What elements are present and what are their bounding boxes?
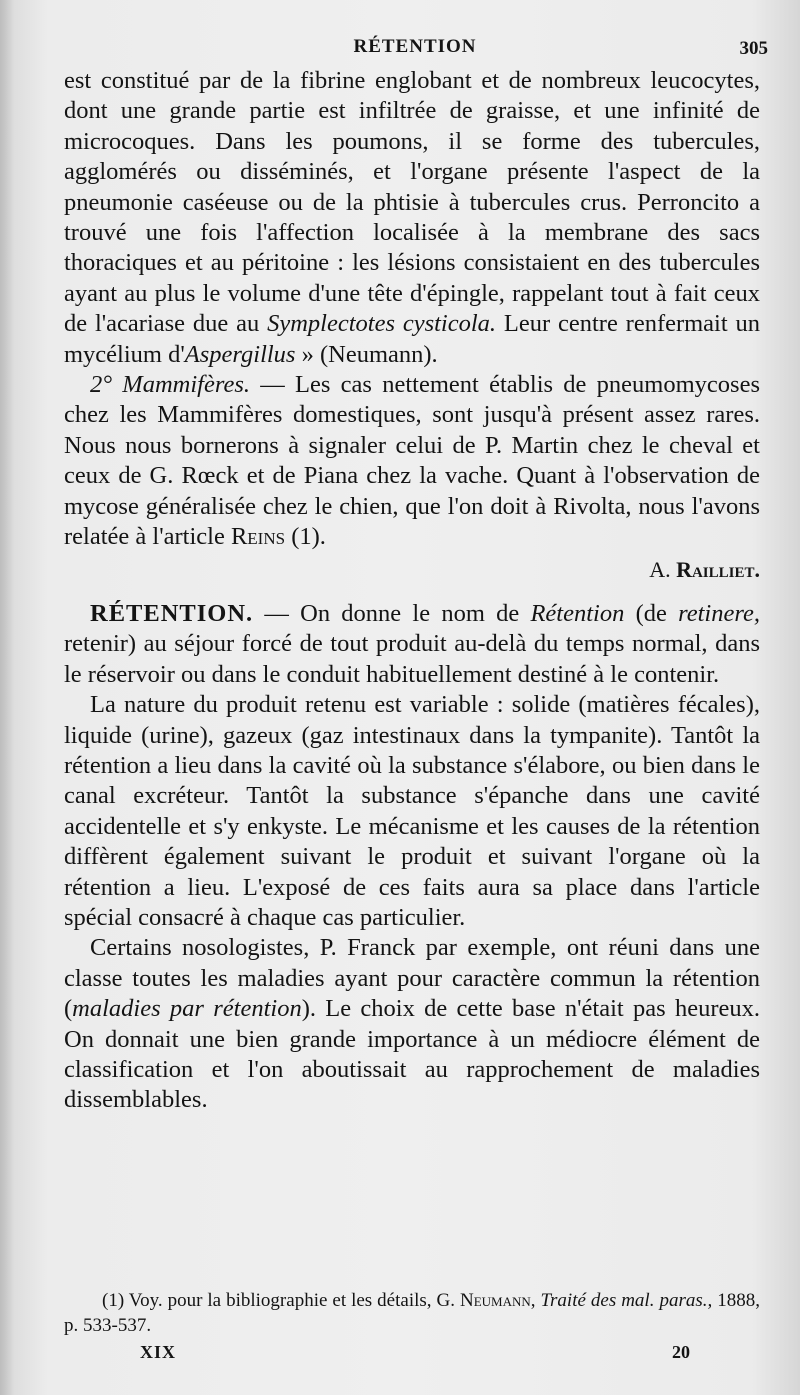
p5-term: maladies par rétention	[72, 995, 302, 1023]
footnote	[64, 1288, 760, 1338]
p3-text-c: retenir) au séjour forcé de tout produit au-delà du temps normal, dans le réservoir ou dans le conduit habituellement destiné à le contenir.	[64, 630, 760, 688]
p2-footnote-ref: (1).	[285, 523, 326, 551]
page-header	[62, 36, 768, 62]
p5-text-a: Certains nosologistes, P. Franck par exemple, ont réuni dans une classe toutes les maladies ayant pour caractère commun la rétention (	[64, 934, 760, 1023]
p1-text-b: Leur centre renfermait un mycélium d'	[64, 310, 761, 368]
p3-text-a: — On donne le nom de	[253, 599, 531, 627]
signature-initial: A.	[649, 556, 677, 582]
p1-text: est constitué par de la fibrine englobant et de nombreux leucocytes, dont une grande partie est infiltrée de graisse, et une infinité de microcoques. Dans les poumons, il se forme des tubercules, agglomérés ou disséminés, et l'organe présente l'aspect de la pneumonie caséeuse ou de la phtisie à tubercules crus. Perroncito a trouvé une fois l'affection localisée à la membrane des sacs thoraciques et au péritoine : les lésions consistaient en des tubercules ayant au plus le volume d'une tête d'épingle, rappelant tout à fait ceux de l'acariase due au	[64, 67, 760, 338]
p1-text-c: » (Neumann).	[295, 340, 438, 368]
signature-mark: XIX	[140, 1342, 177, 1362]
author-signature	[64, 555, 760, 585]
footnote-text-a: (1) Voy. pour la bibliographie et les détails, G.	[102, 1290, 460, 1311]
p5-text-b: ). Le choix de cette base n'était pas heureux. On donnait une bien grande importance à un médiocre élément de classification et l'on aboutissait au rapprochement de maladies dissemblables.	[64, 995, 760, 1114]
footnote-text	[64, 1288, 760, 1338]
p1-species-name: Symplectotes cysticola.	[267, 310, 497, 338]
p1-genus-name: Aspergillus	[184, 340, 296, 368]
running-head: RÉTENTION	[353, 36, 477, 57]
gathering-number: 20	[672, 1342, 690, 1362]
binding-gutter-shadow	[0, 0, 14, 1395]
page-footer	[140, 1342, 690, 1366]
page-number: 305	[739, 38, 768, 59]
paragraph-nosologistes	[64, 933, 760, 1115]
paragraph-mammiferes	[64, 370, 760, 552]
entry-headword: RÉTENTION.	[90, 599, 254, 627]
p3-etymology: retinere,	[678, 599, 760, 627]
body-text	[64, 66, 760, 1116]
p2-text: — Les cas nettement établis de pneumomycoses chez les Mammifères domestiques, sont jusqu'à présent assez rares. Nous nous bornerons à signaler celui de P. Martin chez le cheval et ceux de G. Rœck et de Piana chez la vache. Quant à l'observation de mycose généralisée chez le chien, que l'on doit à Rivolta, nous l'avons relatée à l'article	[64, 371, 760, 551]
signature-name: Railliet.	[676, 556, 760, 582]
p3-term: Rétention	[530, 599, 625, 627]
p3-text-b: (de	[624, 599, 679, 627]
cross-reference-reins: Reins	[230, 523, 286, 551]
paragraph-entry-retention	[64, 599, 760, 690]
footnote-title: Traité des mal. paras.,	[535, 1290, 713, 1311]
section-label-mammiferes: 2° Mammifères.	[90, 371, 251, 399]
footnote-text-b: 1888, p. 533-537.	[64, 1290, 760, 1336]
footnote-author: Neumann,	[459, 1290, 536, 1311]
paragraph-continuation	[64, 66, 760, 370]
paragraph-nature: La nature du produit retenu est variable : solide (matières fécales), liquide (urine), gazeux (gaz intestinaux dans la tympanite). Tantôt la rétention a lieu dans la cavité où la substance s'élabore, ou bien dans le canal excréteur. Tantôt la substance s'épanche dans une cavité accidentelle et s'y enkyste. Le mécanisme et les causes de la rétention diffèrent également suivant le produit et suivant l'organe où la rétention a lieu. L'exposé de ces faits aura sa place dans l'article spécial consacré à chaque cas particulier.	[64, 691, 760, 931]
